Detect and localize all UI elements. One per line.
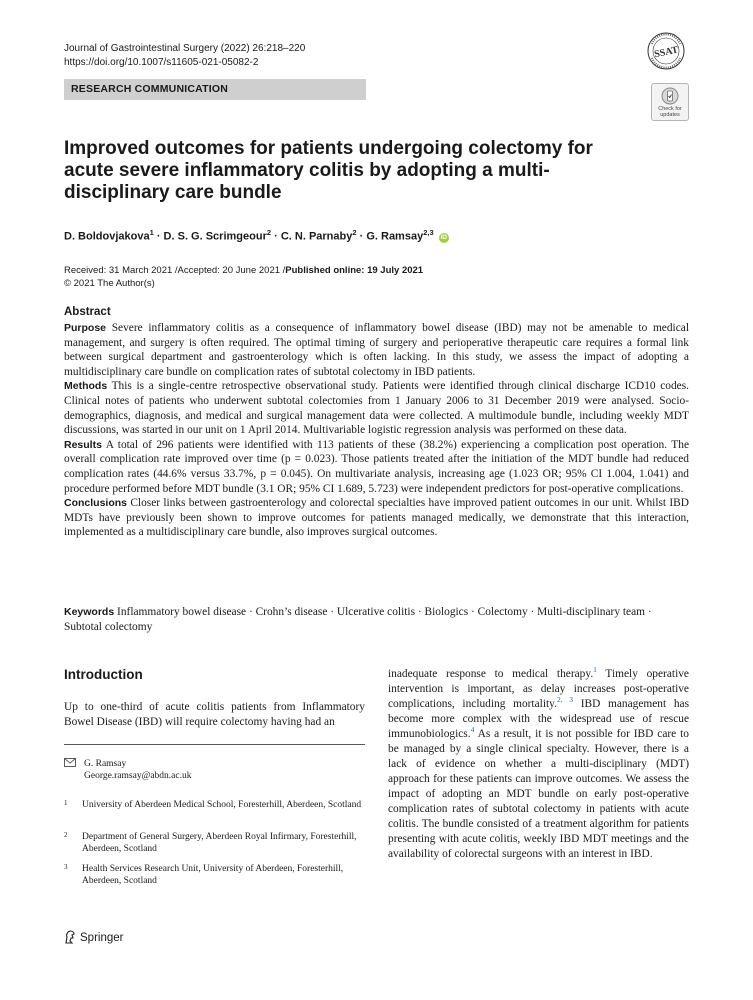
- section-label-bar: [64, 79, 366, 100]
- journal-citation: Journal of Gastrointestinal Surgery (2022) 26:218–220: [64, 43, 306, 54]
- abstract-methods: [64, 379, 689, 437]
- intro-text-part: As a result, it is not possible for IBD care to be managed by a single clinical specialty. However, there is a lack of evidence on whether a multi-disciplinary (MDT) approach for these patients can improve outcomes. We assess the impact of adopting an MDT bundle on early post-operative complication rates of subtotal colectomy in patients with acute colitis. The bundle consisted of a treatment algorithm for patients presenting with acute colitis, weekly IBD MDT meetings and the availability of colorectal surgeons with an interest in IBD.: [388, 728, 689, 860]
- conclusions-label: Conclusions: [64, 497, 128, 510]
- envelope-icon: [64, 758, 76, 771]
- author-name[interactable]: C. N. Parnaby: [280, 230, 353, 243]
- introduction-left-text: Up to one-third of acute colitis patients from Inflammatory Bowel Disease (IBD) will require colectomy having had an: [64, 701, 365, 728]
- accepted-date: Accepted: 20 June 2021 /: [177, 265, 286, 276]
- article-title: Improved outcomes for patients undergoing colectomy for acute severe inflammatory colitis by adopting a multi-disciplinary care bundle: [64, 138, 593, 203]
- abstract-body: [64, 321, 689, 540]
- publisher-footer: [64, 930, 123, 947]
- results-label: Results: [64, 438, 102, 451]
- corresponding-author-name: G. Ramsay: [84, 759, 127, 769]
- footnote-divider: [64, 744, 365, 745]
- check-for-updates-label: Check for updates: [658, 106, 682, 118]
- author-list: D. Boldovjakova$^1$ · D. S. G. Scrimgeour$^2$ · C. N. Parnaby$^2$ · G. Ramsay$^{2,3}$ iD: [64, 228, 447, 243]
- doi-link[interactable]: https://doi.org/10.1007/s11605-021-05082-2: [64, 57, 259, 68]
- published-date: Published online: 19 July 2021: [285, 265, 424, 276]
- affiliation-number: 3: [64, 863, 68, 871]
- copyright-notice: © 2021 The Author(s): [64, 278, 155, 289]
- methods-label: Methods: [64, 380, 108, 393]
- author-name[interactable]: D. S. G. Scrimgeour: [163, 230, 267, 243]
- abstract-purpose: [64, 321, 689, 379]
- intro-text-part: inadequate response to medical therapy.: [388, 668, 594, 680]
- abstract-heading: Abstract: [64, 306, 111, 318]
- author-affiliation-sup: 2: [266, 228, 272, 237]
- reference-link[interactable]: 1: [593, 665, 597, 675]
- keywords: [64, 605, 689, 635]
- author-name[interactable]: D. Boldovjakova: [64, 230, 150, 243]
- correspondence: [64, 758, 365, 782]
- orcid-icon[interactable]: iD: [440, 233, 447, 241]
- purpose-text: Severe inflammatory colitis as a consequence of inflammatory bowel disease (IBD) may not be amenable to medical management, and surgery is often required. The optimal timing of surgery and perioperative therapeutic care requires a formal link between surgical department and gastroenterology which is often lacking. In this study, we assess the impact of adopting a multidisciplinary care bundle on complication rates of subtotal colectomy in IBD patients.: [64, 322, 689, 378]
- update-icon: [660, 86, 680, 106]
- introduction-heading: Introduction: [64, 667, 143, 682]
- affiliation-text: Health Services Research Unit, University of Aberdeen, Foresterhill, Aberdeen, Scotland: [82, 864, 344, 886]
- affiliation-text: University of Aberdeen Medical School, Foresterhill, Aberdeen, Scotland: [82, 800, 362, 810]
- intro-text-part: IBD management has become more complex with the widespread use of rescue immunobiologics.: [388, 698, 689, 740]
- author-affiliation-sup: 2,3: [423, 228, 434, 237]
- corresponding-author-email[interactable]: George.ramsay@abdn.ac.uk: [84, 771, 192, 781]
- abstract-results: [64, 438, 689, 496]
- affiliation-number: 2: [64, 831, 68, 839]
- reference-link[interactable]: 4: [470, 725, 475, 735]
- svg-text:SSAT: SSAT: [653, 44, 680, 61]
- introduction-right-text: [388, 667, 689, 862]
- keywords-label: Keywords: [64, 606, 115, 618]
- received-date: Received: 31 March 2021 /: [64, 265, 178, 276]
- purpose-label: Purpose: [64, 322, 107, 334]
- springer-horse-icon: [64, 930, 76, 947]
- reference-link[interactable]: 2, 3: [556, 695, 574, 705]
- affiliation-number: 1: [64, 799, 68, 807]
- section-label: RESEARCH COMMUNICATION: [71, 83, 229, 95]
- check-for-updates-badge[interactable]: [651, 83, 689, 121]
- publisher-name: Springer: [80, 932, 124, 944]
- abstract-conclusions: [64, 496, 689, 540]
- results-text: A total of 296 patients were identified with 113 patients of these (38.2%) experiencing a complication post operation. The overall complication rate improved over time (p = 0.023). Those patients treated after the initiation of the MDT bundle had reduced complication rates (44.6% versus 33.7%, p = 0.045). On multivariate analysis, increasing age (1.023 OR; 95% CI 1.004, 1.041) and procedure performed before MDT bundle (3.1 OR; 95% CI 1.689, 5.723) were independent predictors for post-operative complications.: [64, 438, 690, 495]
- affiliation-text: Department of General Surgery, Aberdeen Royal Infirmary, Foresterhill, Aberdeen, Scotland: [82, 832, 357, 854]
- article-dates: [64, 265, 423, 277]
- keywords-text: Inflammatory bowel disease · Crohn’s disease · Ulcerative colitis · Biologics · Colectomy · Multi-disciplinary team · Subtotal colectomy: [64, 606, 652, 633]
- ssat-seal-logo: [646, 30, 686, 72]
- methods-text: This is a single-centre retrospective observational study. Patients were identified through clinical discharge ICD10 codes. Clinical notes of patients who underwent subtotal colectomies from 1 January 2006 to 31 December 2019 were analysed. Socio-demographics, diagnosis, and medical and surgical management data were collected. A multimodule bundle, including weekly MDT discussions, was started in our unit on 1 April 2014. Multivariable logistic regression analysis was performed on these data.: [64, 380, 689, 437]
- author-name[interactable]: G. Ramsay: [366, 230, 424, 243]
- conclusions-text: Closer links between gastroenterology and colorectal specialties have improved patient outcomes in our unit. Whilst IBD MDTs have previously been shown to improve outcomes for patients managed medically, we demonstrate that this interaction, implemented as a multidisciplinary care bundle, also improves surgical outcomes.: [64, 497, 689, 539]
- author-affiliation-sup: 2: [352, 228, 357, 237]
- author-affiliation-sup: 1: [149, 228, 154, 237]
- intro-text-part: Timely operative intervention is important, as delay increases post-operative complications, including mortality.: [388, 668, 689, 710]
